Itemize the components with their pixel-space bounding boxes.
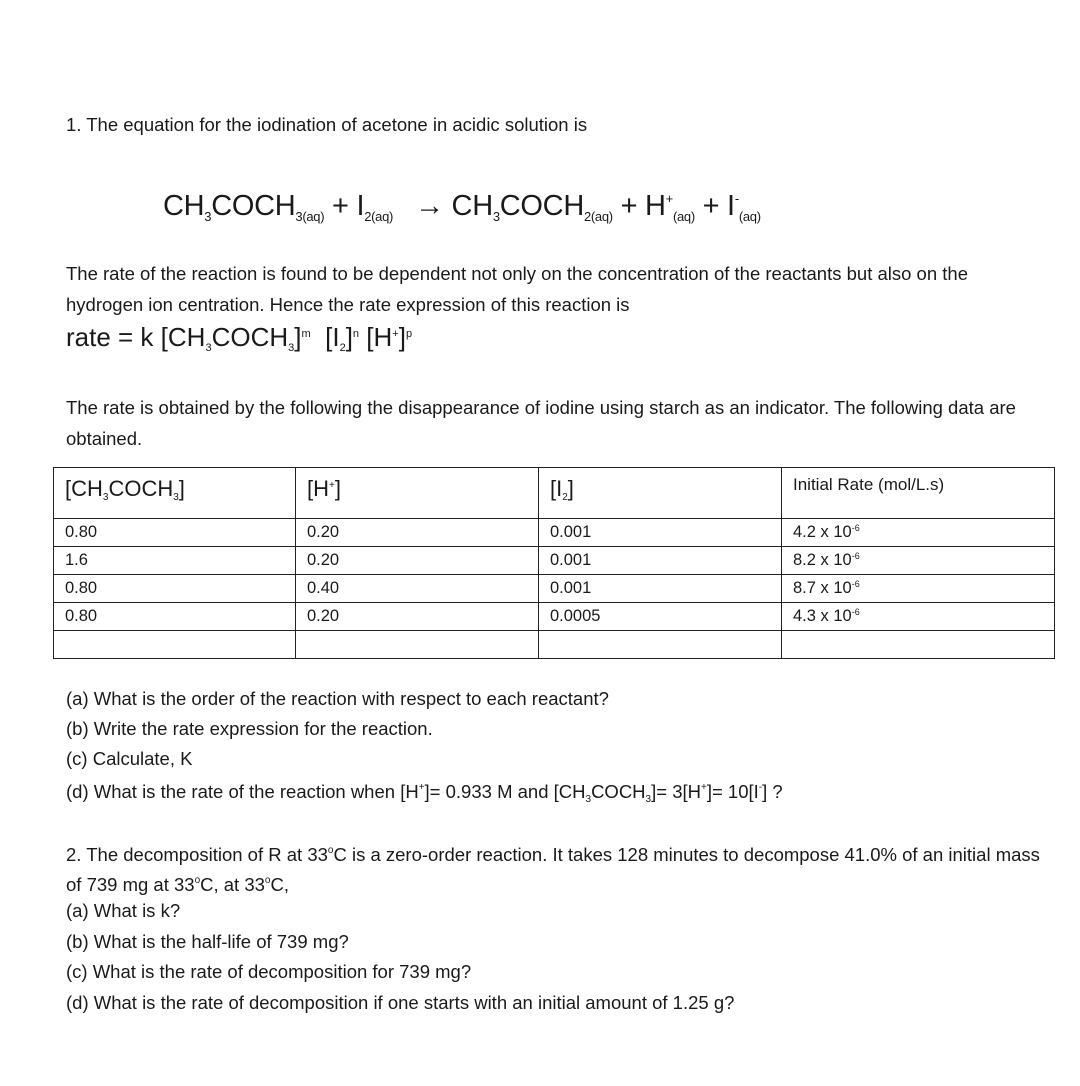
table-row xyxy=(54,547,1055,575)
question-1a: (a) What is the order of the reaction with respect to each reactant? xyxy=(66,688,609,709)
reaction-arrow: → xyxy=(415,190,444,222)
table-row xyxy=(54,519,1055,547)
table-header-row xyxy=(54,468,1055,519)
table-cell: 0.001 xyxy=(539,575,782,603)
table-cell: 0.001 xyxy=(539,547,782,575)
table-cell: 0.40 xyxy=(296,575,539,603)
table-cell: 4.2 x $10^{-6}$ xyxy=(782,519,1055,547)
table-cell: 0.20 xyxy=(296,547,539,575)
table-cell: 1.6 xyxy=(54,547,296,575)
rate-data-table xyxy=(53,467,1055,659)
table-cell: 0.20 xyxy=(296,519,539,547)
question-2-intro: 2. The decomposition of R at 33$^o$C is a zero-order reaction. It takes 128 minutes to decompose 41.0% of an initial mass of 739 mg at 33$^o$C, at 33$^o$C, xyxy=(66,844,1040,895)
question-2d: (d) What is the rate of decomposition if one starts with an initial amount of 1.25 g? xyxy=(66,992,735,1013)
table-cell: 0.80 xyxy=(54,603,296,631)
table-cell: 0.80 xyxy=(54,575,296,603)
rate-dependence-paragraph: The rate of the reaction is found to be dependent not only on the concentration of the reactants but also on the hydrogen ion centration. Hence the rate expression of this reaction is xyxy=(66,263,968,315)
table-empty-row xyxy=(54,631,1055,659)
header-initial-rate: Initial Rate (mol/L.s) xyxy=(782,468,1055,519)
header-hydrogen-ion: [H+] xyxy=(296,468,539,519)
table-cell: 4.3 x $10^{-6}$ xyxy=(782,603,1055,631)
question-2a: (a) What is k? xyxy=(66,900,181,921)
header-iodine: $[I_2]$ xyxy=(539,468,782,519)
table-cell: 0.0005 xyxy=(539,603,782,631)
table-cell: 0.80 xyxy=(54,519,296,547)
header-acetone: $[CH_3COCH_3]$ xyxy=(54,468,296,519)
table-cell: 8.7 x $10^{-6}$ xyxy=(782,575,1055,603)
table-cell: 8.2 x $10^{-6}$ xyxy=(782,547,1055,575)
table-cell: 0.001 xyxy=(539,519,782,547)
table-cell: 0.20 xyxy=(296,603,539,631)
data-paragraph: The rate is obtained by the following the disappearance of iodine using starch as an indicator. The following data are obtained. xyxy=(66,397,1016,449)
question-1c: (c) Calculate, K xyxy=(66,748,193,769)
question-1d: (d) What is the rate of the reaction when [H+]= 0.933 M and $[CH_3COCH_3]= 3[H^+]= 10[I^-]$ ? xyxy=(66,781,783,805)
question-2b: (b) What is the half-life of 739 mg? xyxy=(66,931,349,952)
question-2c: (c) What is the rate of decomposition for 739 mg? xyxy=(66,961,472,982)
table-row xyxy=(54,575,1055,603)
table-row xyxy=(54,603,1055,631)
iodination-equation: $CH_3COCH_{3(aq)} + I_{2(aq)}$ → $CH_3COCH_{2(aq)} + H^+_{(aq)} + I^-_{(aq)}$ xyxy=(163,190,761,224)
question-1b: (b) Write the rate expression for the reaction. xyxy=(66,718,433,739)
rate-expression: rate = k $[CH_3COCH_3]^m$ $[I_2]^n$ $[H^+]^p$ xyxy=(66,322,413,354)
question-1-intro: 1. The equation for the iodination of acetone in acidic solution is xyxy=(66,114,588,135)
